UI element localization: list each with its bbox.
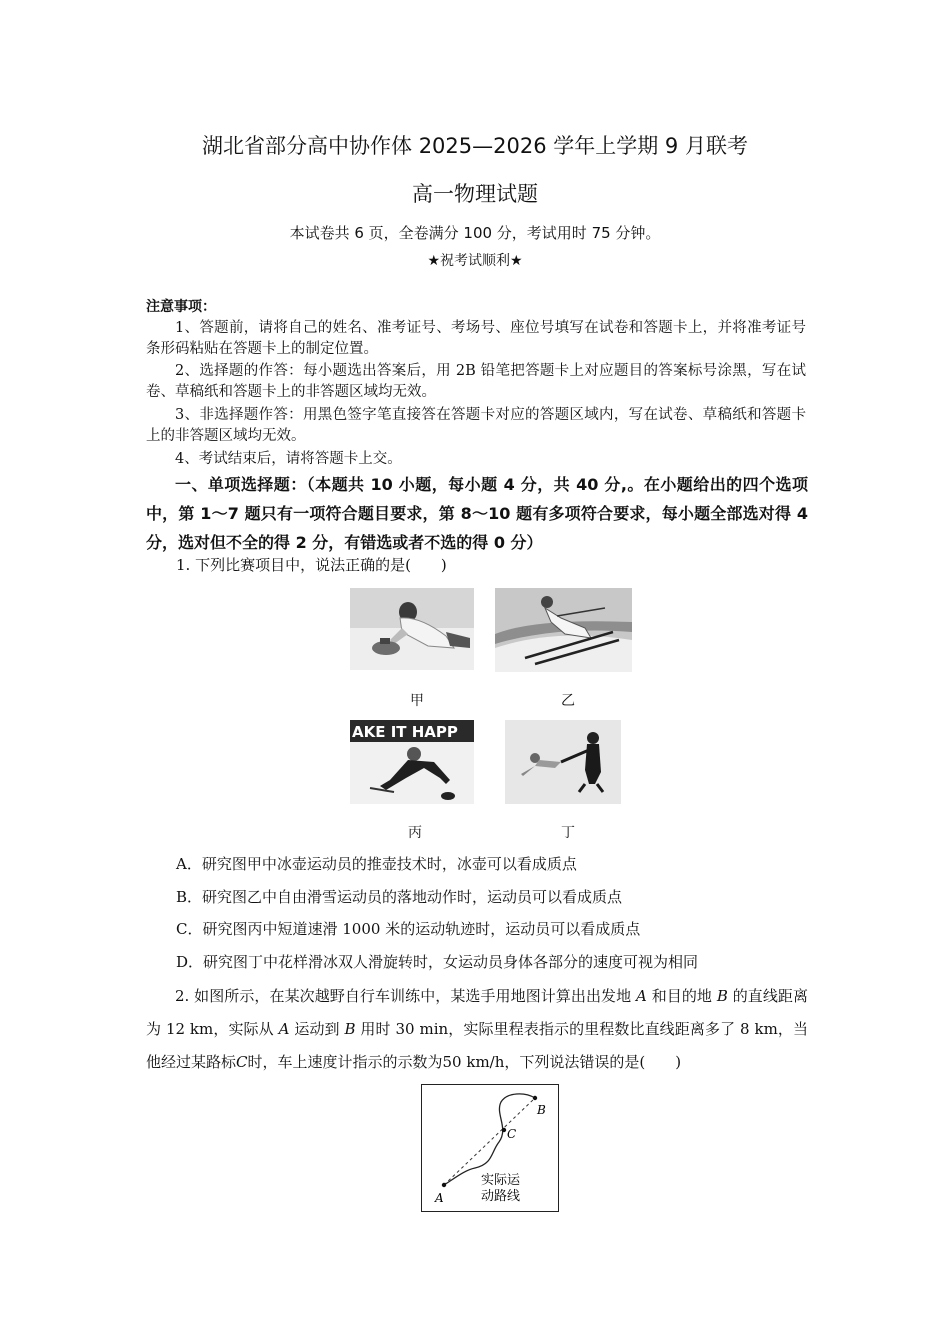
notice-item-2: 2、选择题的作答：每小题选出答案后，用 2B 铅笔把答题卡上对应题目的答案标号涂黑，写在试卷、草稿纸和答题卡上的非答题区域均无效。	[146, 363, 806, 400]
route-label-line2: 动路线	[481, 1189, 521, 1204]
photo-short-track	[350, 720, 474, 804]
exam-wish: ★祝考试顺利★	[427, 253, 523, 269]
caption-bing: 丙	[408, 825, 422, 841]
point-c-dot	[502, 1128, 506, 1132]
notice-item-4: 4、考试结束后，请将答题卡上交。	[175, 451, 402, 467]
curling-athlete-image	[350, 588, 474, 670]
caption-yi: 乙	[561, 693, 575, 709]
exam-subtitle: 高一物理试题	[412, 182, 538, 206]
speed-skater-image	[350, 720, 474, 804]
exam-title: 湖北省部分高中协作体 2025—2026 学年上学期 9 月联考	[202, 134, 748, 158]
route-label-line1: 实际运	[481, 1173, 521, 1188]
q2-stem: 2. 如图所示，在某次越野自行车训练中，某选手用地图计算出出发地 A 和目的地 B 的直线距离为 12 km，实际从 A 运动到 B 用时 30 min，实际里程表指示的里程数比直线距离多了 8 km，当他经过某路标C时，车上速度计指示的示数为50 km/h，下列说法错误的是( )	[146, 987, 808, 1071]
q1-option-c: C．研究图丙中短道速滑 1000 米的运动轨迹时，运动员可以看成质点	[176, 920, 641, 938]
section-1-heading: 一、单项选择题：（本题共 10 小题，每小题 4 分，共 40 分,。在小题给出的四个选项中，第 1～7 题只有一项符合题目要求，第 8～10 题有多项符合要求，每小题全部选对得 4 分，选对但不全的得 2 分，有错选或者不选的得 0 分）	[146, 475, 808, 552]
banner-text: AKE IT HAPP	[352, 723, 458, 741]
photo-figure-skating	[505, 720, 621, 804]
photo-skiing	[495, 588, 632, 672]
point-a-dot	[442, 1183, 446, 1187]
label-a: A	[435, 1191, 444, 1205]
point-b-dot	[533, 1096, 537, 1100]
photo-curling	[350, 588, 474, 670]
exam-info: 本试卷共 6 页，全卷满分 100 分，考试用时 75 分钟。	[289, 224, 661, 242]
q1-stem: 1. 下列比赛项目中，说法正确的是( )	[176, 556, 447, 574]
skier-image	[495, 588, 632, 672]
caption-jia: 甲	[410, 693, 424, 709]
q1-option-d: D．研究图丁中花样滑冰双人滑旋转时，女运动员身体各部分的速度可视为相同	[176, 953, 699, 971]
q1-option-b: B．研究图乙中自由滑雪运动员的落地动作时，运动员可以看成质点	[176, 888, 623, 906]
label-b: B	[537, 1103, 546, 1117]
figure-skaters-image	[505, 720, 621, 804]
q1-option-a: A．研究图甲中冰壶运动员的推壶技术时，冰壶可以看成质点	[176, 855, 577, 873]
notice-item-1: 1、答题前，请将自己的姓名、准考证号、考场号、座位号填写在试卷和答题卡上，并将准考证号条形码粘贴在答题卡上的制定位置。	[146, 320, 806, 357]
route-diagram	[421, 1084, 559, 1212]
notice-heading: 注意事项：	[146, 299, 216, 315]
caption-ding: 丁	[561, 825, 575, 841]
label-c: C	[507, 1127, 517, 1141]
notice-item-3: 3、非选择题作答：用黑色签字笔直接答在答题卡对应的答题区域内，写在试卷、草稿纸和答题卡上的非答题区域均无效。	[146, 407, 806, 444]
